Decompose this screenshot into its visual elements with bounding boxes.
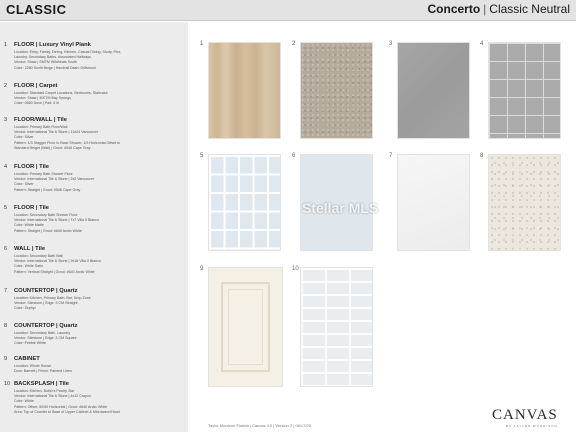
- footer-text: Taylor Morrison Florida | Canvas 4.0 | Version 2 | 06/17/25: [208, 423, 311, 428]
- canvas-logo-subtitle: BY TAYLOR MORRISON: [506, 424, 558, 428]
- swatch-grey-tile-large: [397, 42, 470, 139]
- spec-item-title: FLOOR | Tile: [14, 205, 50, 211]
- spec-item-detail: Vendor: Silestone | Edge: 3 CM Straight: [14, 301, 78, 306]
- swatch-number: 2: [292, 41, 296, 47]
- spec-item-title: COUNTERTOP | Quartz: [14, 323, 78, 329]
- spec-item-detail: Color: Pebble White: [14, 341, 46, 346]
- spec-item-detail: Laundry, Secondary Baths, Associated Hallways: [14, 55, 91, 60]
- spec-item-title: FLOOR/WALL | Tile: [14, 117, 67, 123]
- spec-item-detail: Door: Barnett | Finish: Painted Linen: [14, 369, 72, 374]
- spec-item-detail: Location: Standard Carpet Locations, Bedrooms, Staircase: [14, 91, 108, 95]
- spec-item-title: FLOOR | Luxury Vinyl Plank: [14, 42, 91, 48]
- swatch-cabinet-door: [208, 267, 283, 387]
- swatch-number: 10: [292, 266, 299, 272]
- spec-item-detail: Pattern: Vertical Straight | Grout: #640 Arctic White: [14, 269, 95, 274]
- spec-item-detail: Color: White Matte: [14, 223, 44, 228]
- mls-watermark: [290, 200, 378, 216]
- spec-item-detail: Vendor: International Tile & Stone | 9x16 Villa II Bianco: [14, 259, 101, 264]
- swatch-quartz-pebble: [488, 154, 561, 251]
- swatch-number: 9: [200, 266, 204, 272]
- swatch-number: 5: [200, 153, 204, 159]
- spec-item-number: 5: [4, 205, 8, 211]
- spec-item-detail: Pattern: Straight | Grout: #640 Arctic White: [14, 228, 82, 233]
- swatch-quartz-zephyr: [397, 154, 470, 251]
- spec-item-detail: Location: Secondary Bath Wall: [14, 254, 64, 258]
- spec-item-detail: Location: Primary Bath Shower Floor: [14, 172, 73, 176]
- cabinet-door-panel: [221, 282, 270, 372]
- swatch-grey-tile-grid: [488, 42, 561, 139]
- spec-item-title: FLOOR | Carpet: [14, 83, 58, 89]
- spec-item-detail: Color: White Satin: [14, 264, 43, 269]
- collection-title: CLASSIC: [6, 2, 67, 17]
- spec-item-detail: Location: Secondary Bath, Laundry: [14, 331, 71, 335]
- spec-item-detail: Color: White: [14, 399, 34, 404]
- spec-list: [0, 22, 188, 432]
- title-separator: |: [483, 2, 487, 16]
- spec-item-detail: Location: Kitchen, Primary Bath, Bar, Drop Zone: [14, 296, 91, 300]
- spec-item-detail: Color: Silver: [14, 182, 34, 187]
- spec-item-title: FLOOR | Tile: [14, 164, 50, 170]
- spec-item-number: 8: [4, 323, 8, 329]
- spec-item-number: 6: [4, 246, 8, 252]
- spec-item-number: 2: [4, 83, 8, 89]
- spec-item-detail: Standard Height (Wall) | Grout: #546 Cape Gray: [14, 145, 91, 150]
- spec-item-detail: Vendor: International Tile & Stone | 2x2 Vancouver: [14, 177, 95, 182]
- scheme-title: [428, 2, 571, 16]
- spec-item-number: 10: [4, 381, 11, 387]
- spec-item-number: 3: [4, 117, 8, 123]
- spec-item-detail: Pattern: 1/3 Stagger Floor to Back Shower, 1/3 Horizontal Offset to: [14, 140, 121, 145]
- spec-item-number: 1: [4, 42, 8, 48]
- spec-item-detail: Vendor: Silestone | Edge: 3 CM Square: [14, 336, 77, 341]
- swatch-number: 1: [200, 41, 204, 47]
- spec-item-detail: Color: 2280 Sunlit Beige | Handrail Dash: Driftwood: [14, 65, 96, 70]
- spec-item-detail: Vendor: Shaw | 300TM Bay Springs: [14, 96, 71, 101]
- spec-item-title: WALL | Tile: [14, 246, 46, 252]
- swatch-number: 6: [292, 153, 296, 159]
- swatch-carpet: [300, 42, 373, 139]
- spec-item-detail: Pattern: Straight | Grout: #546 Cape Gray: [14, 187, 81, 192]
- spec-item-detail: Color: Silver: [14, 135, 34, 140]
- swatch-number: 7: [389, 153, 393, 159]
- spec-item-detail: Color: Zephyr: [14, 306, 36, 311]
- swatch-luxury-vinyl-plank: [208, 42, 281, 139]
- swatch-number: 8: [480, 153, 484, 159]
- watermark-text: Stellar MLS: [302, 200, 379, 216]
- spec-item-detail: Pattern: Offset, 50/50 Horizontal | Grout: #640 Arctic White: [14, 404, 108, 409]
- community-name: Concerto: [427, 2, 481, 16]
- header-bar: [0, 0, 576, 21]
- spec-item-detail: Location: Kitchen, Butler's Pantry, Bar: [14, 389, 75, 393]
- spec-item-detail: Vendor: Shaw | SMTM Wildheats South: [14, 60, 78, 65]
- spec-item-detail: Location: Whole House: [14, 364, 52, 368]
- spec-item-detail: Vendor: International Tile & Stone | 7x7 Villa II Bianco: [14, 218, 99, 223]
- spec-item-detail: Location: Primary Bath Floor/Wall: [14, 125, 68, 129]
- watermark-logo-icon: [290, 204, 300, 214]
- spec-item-detail: Vendor: International Tile & Stone | 12x24 Vancouver: [14, 130, 99, 135]
- spec-item-number: 9: [4, 356, 8, 362]
- spec-item-detail: Location: Secondary Bath Shower Floor: [14, 213, 78, 217]
- spec-item-number: 4: [4, 164, 8, 170]
- spec-item-detail: Color: 0660 Dove | Pad: 6 lb: [14, 101, 60, 106]
- spec-item-detail: Vendor: International Tile & Stone | 4x12 Crayon: [14, 394, 91, 399]
- spec-item-title: BACKSPLASH | Tile: [14, 381, 69, 387]
- scheme-name: Classic Neutral: [489, 2, 570, 16]
- canvas-logo: CANVAS: [492, 407, 558, 423]
- swatch-subway-backsplash: [300, 267, 373, 387]
- spec-item-number: 7: [4, 288, 8, 294]
- spec-item-title: CABINET: [14, 356, 40, 362]
- swatch-number: 4: [480, 41, 484, 47]
- swatch-white-tile-small: [208, 154, 281, 251]
- swatch-grid: [188, 22, 576, 432]
- spec-item-title: COUNTERTOP | Quartz: [14, 288, 78, 294]
- spec-item-detail: Location: Entry, Family, Dining, Kitchen, Casual Dining, Study, Flex,: [14, 50, 122, 54]
- spec-item-detail: Area: Top of Counter to Base of Upper Cabinet & Microwave/Hood: [14, 409, 120, 414]
- swatch-number: 3: [389, 41, 393, 47]
